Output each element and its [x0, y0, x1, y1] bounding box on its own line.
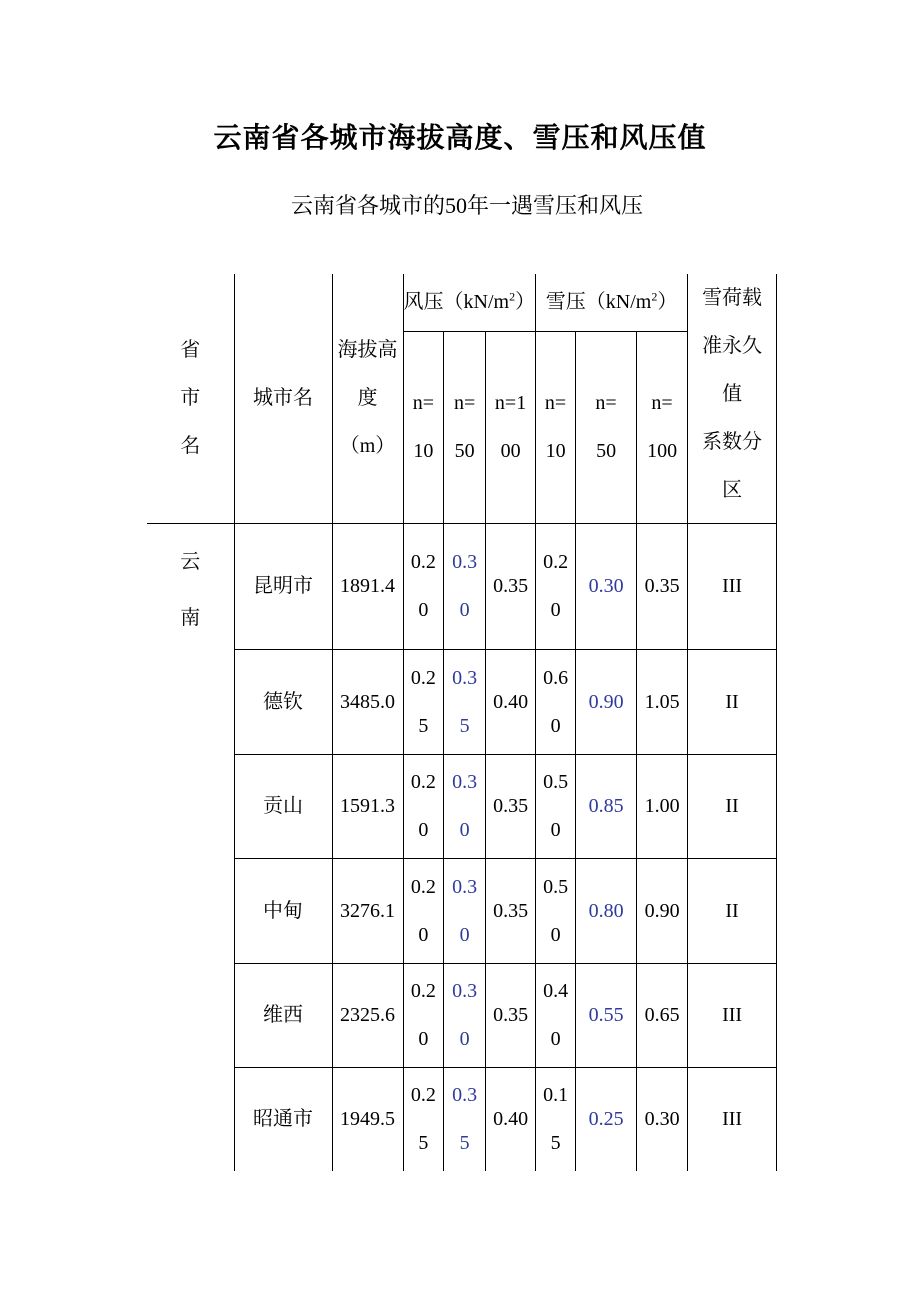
altitude-header: 海拔高 度 （m）	[332, 274, 403, 523]
snow-n10-header: n= 10	[536, 331, 576, 523]
province-cell: 云 南	[147, 523, 234, 649]
snow-n10-cell: 0.5 0	[536, 754, 576, 858]
snow-n10-cell: 0.6 0	[536, 649, 576, 754]
wind-n50-cell: 0.3 0	[444, 963, 486, 1067]
wind-n50-cell: 0.3 0	[444, 754, 486, 858]
wind-n100-cell: 0.35	[486, 754, 536, 858]
snow-n50-cell: 0.25	[576, 1067, 637, 1171]
wind-n50-cell: 0.3 5	[444, 649, 486, 754]
table-row	[147, 649, 777, 754]
province-cell	[147, 1067, 234, 1171]
city-header: 城市名	[234, 274, 332, 523]
wind-n10-cell: 0.2 0	[403, 523, 444, 649]
city-cell: 贡山	[234, 754, 332, 858]
wind-n100-cell: 0.40	[486, 649, 536, 754]
snow-n100-cell: 0.30	[637, 1067, 688, 1171]
wind-n10-cell: 0.2 5	[403, 649, 444, 754]
province-cell	[147, 649, 234, 754]
snow-n50-cell: 0.90	[576, 649, 637, 754]
snow-n10-cell: 0.2 0	[536, 523, 576, 649]
altitude-cell: 1891.4	[332, 523, 403, 649]
wind-n100-header: n=1 00	[486, 331, 536, 523]
table-row	[147, 963, 777, 1067]
wind-n100-cell: 0.35	[486, 858, 536, 963]
wind-n10-header: n= 10	[403, 331, 444, 523]
snow-n50-cell: 0.55	[576, 963, 637, 1067]
snow-n10-cell: 0.1 5	[536, 1067, 576, 1171]
altitude-snow-wind-table	[147, 274, 777, 1171]
snow-n100-cell: 0.35	[637, 523, 688, 649]
city-cell: 昆明市	[234, 523, 332, 649]
table-row	[147, 754, 777, 858]
wind-n10-cell: 0.2 5	[403, 1067, 444, 1171]
snow-n10-cell: 0.4 0	[536, 963, 576, 1067]
wind-n10-cell: 0.2 0	[403, 963, 444, 1067]
wind-n50-header: n= 50	[444, 331, 486, 523]
wind-n50-cell: 0.3 5	[444, 1067, 486, 1171]
province-cell	[147, 858, 234, 963]
table-row	[147, 858, 777, 963]
altitude-cell: 1591.3	[332, 754, 403, 858]
wind-n10-cell: 0.2 0	[403, 858, 444, 963]
snow-n100-cell: 0.65	[637, 963, 688, 1067]
altitude-cell: 3276.1	[332, 858, 403, 963]
table-row	[147, 523, 777, 649]
wind-n100-cell: 0.35	[486, 963, 536, 1067]
snow-n100-header: n= 100	[637, 331, 688, 523]
wind-n100-cell: 0.40	[486, 1067, 536, 1171]
wind-n10-cell: 0.2 0	[403, 754, 444, 858]
snow-n100-cell: 1.05	[637, 649, 688, 754]
snow-pressure-header: 雪压$(kN/m^2)$	[536, 274, 688, 331]
snow-n100-cell: 1.00	[637, 754, 688, 858]
province-cell	[147, 963, 234, 1067]
snow-n50-header: n= 50	[576, 331, 637, 523]
altitude-cell: 1949.5	[332, 1067, 403, 1171]
table-caption: 云南省各城市的50年一遇雪压和风压	[290, 193, 643, 218]
snow-zone-cell: III	[688, 963, 777, 1067]
wind-pressure-header: 风压$(kN/m^2)$	[403, 274, 536, 331]
snow-zone-cell: III	[688, 523, 777, 649]
snow-n50-cell: 0.80	[576, 858, 637, 963]
snow-zone-cell: II	[688, 754, 777, 858]
snow-n50-cell: 0.30	[576, 523, 637, 649]
wind-n100-cell: 0.35	[486, 523, 536, 649]
province-cell	[147, 754, 234, 858]
city-cell: 昭通市	[234, 1067, 332, 1171]
snow-n10-cell: 0.5 0	[536, 858, 576, 963]
city-cell: 维西	[234, 963, 332, 1067]
snow-zone-cell: II	[688, 649, 777, 754]
snow-zone-cell: III	[688, 1067, 777, 1171]
altitude-cell: 2325.6	[332, 963, 403, 1067]
wind-n50-cell: 0.3 0	[444, 523, 486, 649]
city-cell: 德钦	[234, 649, 332, 754]
snow-zone-header: 雪荷载 准永久 值 系数分 区	[688, 274, 777, 523]
snow-zone-cell: II	[688, 858, 777, 963]
snow-n100-cell: 0.90	[637, 858, 688, 963]
wind-n50-cell: 0.3 0	[444, 858, 486, 963]
table-row	[147, 1067, 777, 1171]
snow-n50-cell: 0.85	[576, 754, 637, 858]
altitude-cell: 3485.0	[332, 649, 403, 754]
page-title: 云南省各城市海拔高度、雪压和风压值	[213, 123, 707, 154]
province-header: 省 市 名	[147, 274, 234, 523]
city-cell: 中甸	[234, 858, 332, 963]
